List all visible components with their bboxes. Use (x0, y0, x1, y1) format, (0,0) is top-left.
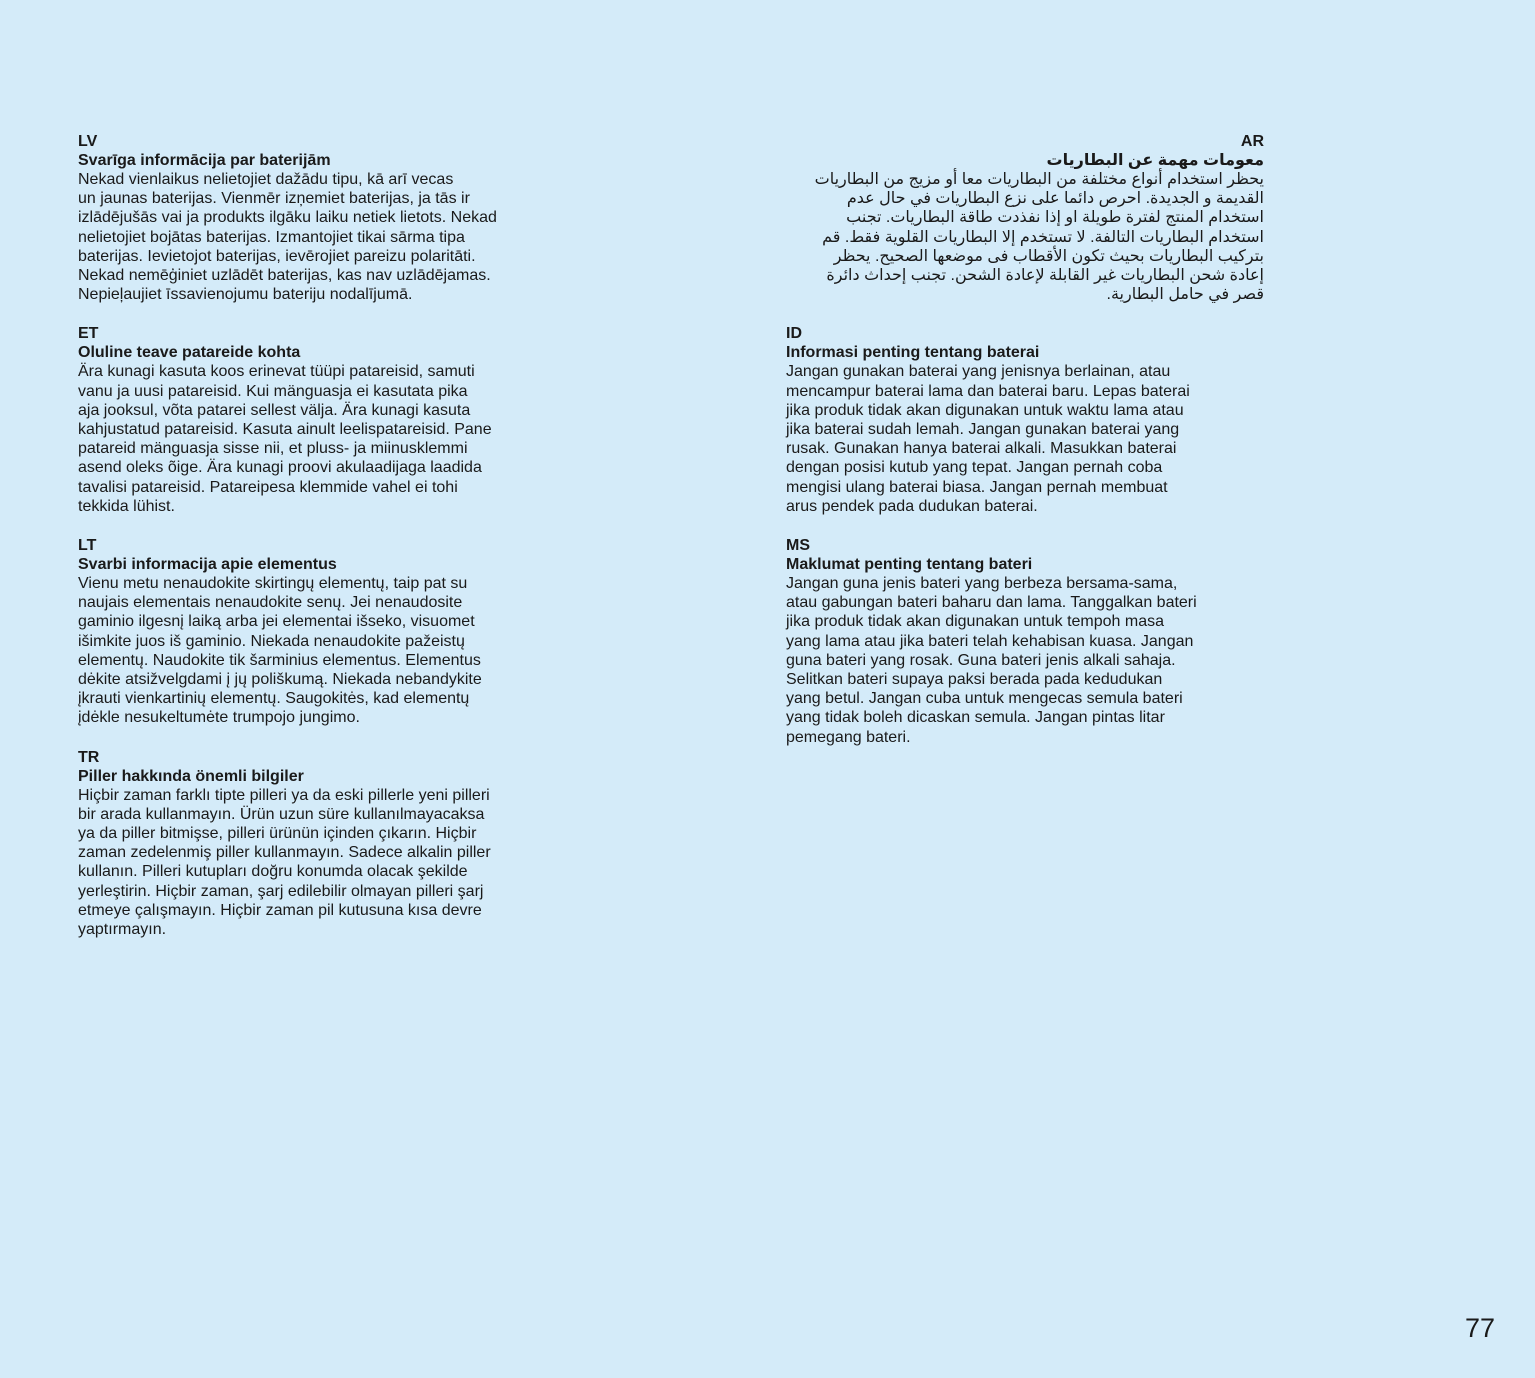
section-ar (786, 132, 1264, 304)
right-column (786, 132, 1264, 767)
section-code: LV (78, 133, 98, 150)
section-text: Vienu metu nenaudokite skirtingų elementų, taip pat su naujais elementais nenaudokite senų. Jei nenaudosite gaminio ilgesnį laiką arba jei elementai išseko, visuomet išimkite juos iš gaminio. Niekada nenaudokite pažeistų elementų. Naudokite tik šarminius elementus. Elementus dėkite atsižvelgdami į jų poliškumą. Niekada nebandykite įkrauti vienkartinių elementų. Saugokitės, kad elementų įdėkle nesukeltumėte trumpojo jungimo. (78, 575, 482, 727)
section-title: Maklumat penting tentang bateri (786, 556, 1033, 574)
section-title: Svarbi informacija apie elementus (78, 556, 337, 574)
section-lt (78, 536, 558, 728)
section-title: معومات مهمة عن البطاريات (1046, 152, 1264, 169)
page-number: 77 (1464, 1313, 1495, 1343)
section-text: Jangan gunakan baterai yang jenisnya berlainan, atau mencampur baterai lama dan baterai baru. Lepas baterai jika produk tidak akan digunakan untuk waktu lama atau jika baterai sudah lemah. Jangan gunakan baterai yang rusak. Gunakan hanya baterai alkali. Masukkan baterai dengan posisi kutub yang tepat. Jangan pernah coba mengisi ulang baterai biasa. Jangan pernah membuat arus pendek pada dudukan baterai. (786, 363, 1190, 515)
section-title: Svarīga informācija par baterijām (78, 152, 331, 169)
section-lv (78, 132, 558, 304)
section-text: يحظر استخدام أنواع مختلفة من البطاريات معا أو مزيج من البطاريات القديمة و الجديدة. احرص دائما على نزع البطاريات في حال عدم استخدام المنتج لفترة طويلة او إذا نفذدت طاقة البطاريات. تجنب استخدام البطاريات التالفة. لا تستخدم إلا البطاريات القلوية فقط. قم بتركيب البطاريات بحيث تكون الأقطاب فى موضعها الصحيح. يحظر إعادة شحن البطاريات غير القابلة لإعادة الشحن. تجنب إحداث دائرة قصر في حامل البطارية. (814, 171, 1264, 304)
section-title: Oluline teave patareide kohta (78, 344, 301, 362)
section-text: Nekad vienlaikus nelietojiet dažādu tipu, kā arī vecas un jaunas baterijas. Vienmēr izņemiet baterijas, ja tās ir izlādējušās vai ja produkts ilgāku laiku netiek lietots. Nekad nelietojiet bojātas baterijas. Izmantojiet tikai sārma tipa baterijas. Ievietojot baterijas, ievērojiet pareizu polaritāti. Nekad nemēģiniet uzlādēt baterijas, kas nav uzlādējamas. Nepieļaujiet īssavienojumu bateriju nodalījumā. (78, 171, 497, 304)
left-column (78, 132, 558, 959)
section-text: Jangan guna jenis bateri yang berbeza bersama-sama, atau gabungan bateri baharu dan lama. Tanggalkan bateri jika produk tidak akan digunakan untuk tempoh masa yang lama atau jika bateri telah kehabisan kuasa. Jangan guna bateri yang rosak. Guna bateri jenis alkali sahaja. Selitkan bateri supaya paksi berada pada kedudukan yang betul. Jangan cuba untuk mengecas semula bateri yang tidak boleh dicaskan semula. Jangan pintas litar pemegang bateri. (786, 575, 1197, 746)
section-et (78, 324, 558, 516)
section-code: MS (786, 537, 810, 555)
section-code: TR (78, 748, 100, 766)
section-code: ET (78, 325, 99, 343)
section-title: Piller hakkında önemli bilgiler (78, 767, 304, 785)
section-code: AR (1240, 133, 1264, 150)
section-tr (78, 748, 558, 940)
section-ms (786, 536, 1264, 747)
section-id (786, 324, 1264, 516)
section-code: ID (786, 325, 802, 343)
section-code: LT (78, 537, 97, 555)
section-text: Ära kunagi kasuta koos erinevat tüüpi patareisid, samuti vanu ja uusi patareisid. Kui mänguasja ei kasutata pika aja jooksul, võta patarei sellest välja. Ära kunagi kasuta kahjustatud patareisid. Kasuta ainult leelispatareisid. Pane patareid mänguasja sisse nii, et pluss- ja miinusklemmi asend oleks õige. Ära kunagi proovi akulaadijaga laadida tavalisi patareisid. Patareipesa klemmide vahel ei tohi tekkida lühist. (78, 363, 492, 515)
section-text: Hiçbir zaman farklı tipte pilleri ya da eski pillerle yeni pilleri bir arada kullanmayın. Ürün uzun süre kullanılmayacaksa ya da piller bitmişse, pilleri ürünün içinden çıkarın. Hiçbir zaman zedelenmiş piller kullanmayın. Sadece alkalin piller kullanın. Pilleri kutupları doğru konumda olacak şekilde yerleştirin. Hiçbir zaman, şarj edilebilir olmayan pilleri şarj etmeye çalışmayın. Hiçbir zaman pil kutusuna kısa devre yaptırmayın. (78, 786, 491, 939)
section-title: Informasi penting tentang baterai (786, 344, 1040, 362)
